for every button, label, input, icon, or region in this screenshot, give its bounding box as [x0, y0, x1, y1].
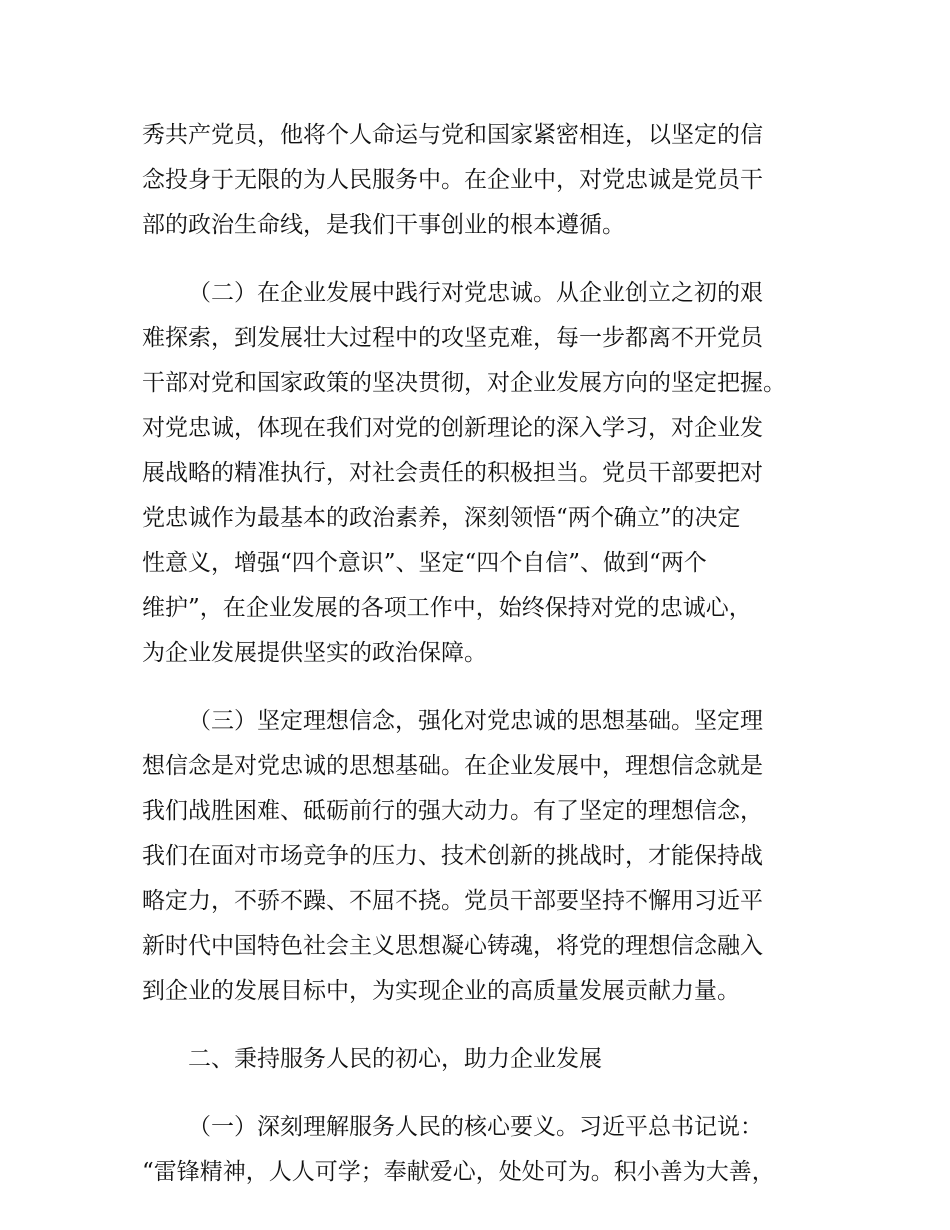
text-line: 部的政治生命线，是我们干事创业的根本遵循。 — [142, 212, 625, 238]
text-line: 我们战胜困难、砥砺前行的强大动力。有了坚定的理想信念， — [142, 798, 763, 824]
text-line: 念投身于无限的为人民服务中。在企业中，对党忠诚是党员干 — [142, 167, 763, 193]
text-line: （二）在企业发展中践行对党忠诚。从企业创立之初的艰 — [188, 280, 763, 306]
text-line: 二、秉持服务人民的初心，助力企业发展 — [188, 1046, 602, 1072]
text-line: 我们在面对市场竞争的压力、技术创新的挑战时，才能保持战 — [142, 843, 763, 869]
text-line: 干部对党和国家政策的坚决贯彻，对企业发展方向的坚定把握。 — [142, 370, 786, 396]
text-line: “雷锋精神，人人可学；奉献爱心，处处可为。积小善为大善， — [142, 1159, 775, 1185]
document-body — [142, 113, 832, 1195]
text-line: 略定力，不骄不躁、不屈不挠。党员干部要坚持不懈用习近平 — [142, 888, 763, 914]
text-line: 党忠诚作为最基本的政治素养，深刻领悟“两个确立”的决定 — [142, 505, 741, 531]
paragraph-gap — [142, 676, 832, 699]
paragraph-gap — [142, 248, 832, 271]
paragraph-gap — [142, 1082, 832, 1105]
text-line: （三）坚定理想信念，强化对党忠诚的思想基础。坚定理 — [188, 708, 763, 734]
section-heading — [142, 1037, 832, 1082]
paragraph — [142, 113, 832, 248]
text-line: 对党忠诚，体现在我们对党的创新理论的深入学习，对企业发 — [142, 415, 763, 441]
text-line: 到企业的发展目标中，为实现企业的高质量发展贡献力量。 — [142, 978, 740, 1004]
text-line: （一）深刻理解服务人民的核心要义。习近平总书记说： — [188, 1114, 763, 1140]
paragraph — [142, 699, 832, 1014]
text-line: 想信念是对党忠诚的思想基础。在企业发展中，理想信念就是 — [142, 753, 763, 779]
text-line: 维护”，在企业发展的各项工作中，始终保持对党的忠诚心， — [142, 595, 752, 621]
text-line: 秀共产党员，他将个人命运与党和国家紧密相连，以坚定的信 — [142, 122, 763, 148]
text-line: 性意义，增强“四个意识”、坚定“四个自信”、做到“两个 — [142, 550, 707, 576]
text-line: 展战略的精准执行，对社会责任的积极担当。党员干部要把对 — [142, 460, 763, 486]
text-line: 难探索，到发展壮大过程中的攻坚克难，每一步都离不开党员 — [142, 325, 763, 351]
paragraph — [142, 1105, 832, 1195]
paragraph-gap — [142, 1014, 832, 1037]
paragraph — [142, 271, 832, 676]
text-line: 为企业发展提供坚实的政治保障。 — [142, 640, 487, 666]
text-line: 新时代中国特色社会主义思想凝心铸魂，将党的理想信念融入 — [142, 933, 763, 959]
